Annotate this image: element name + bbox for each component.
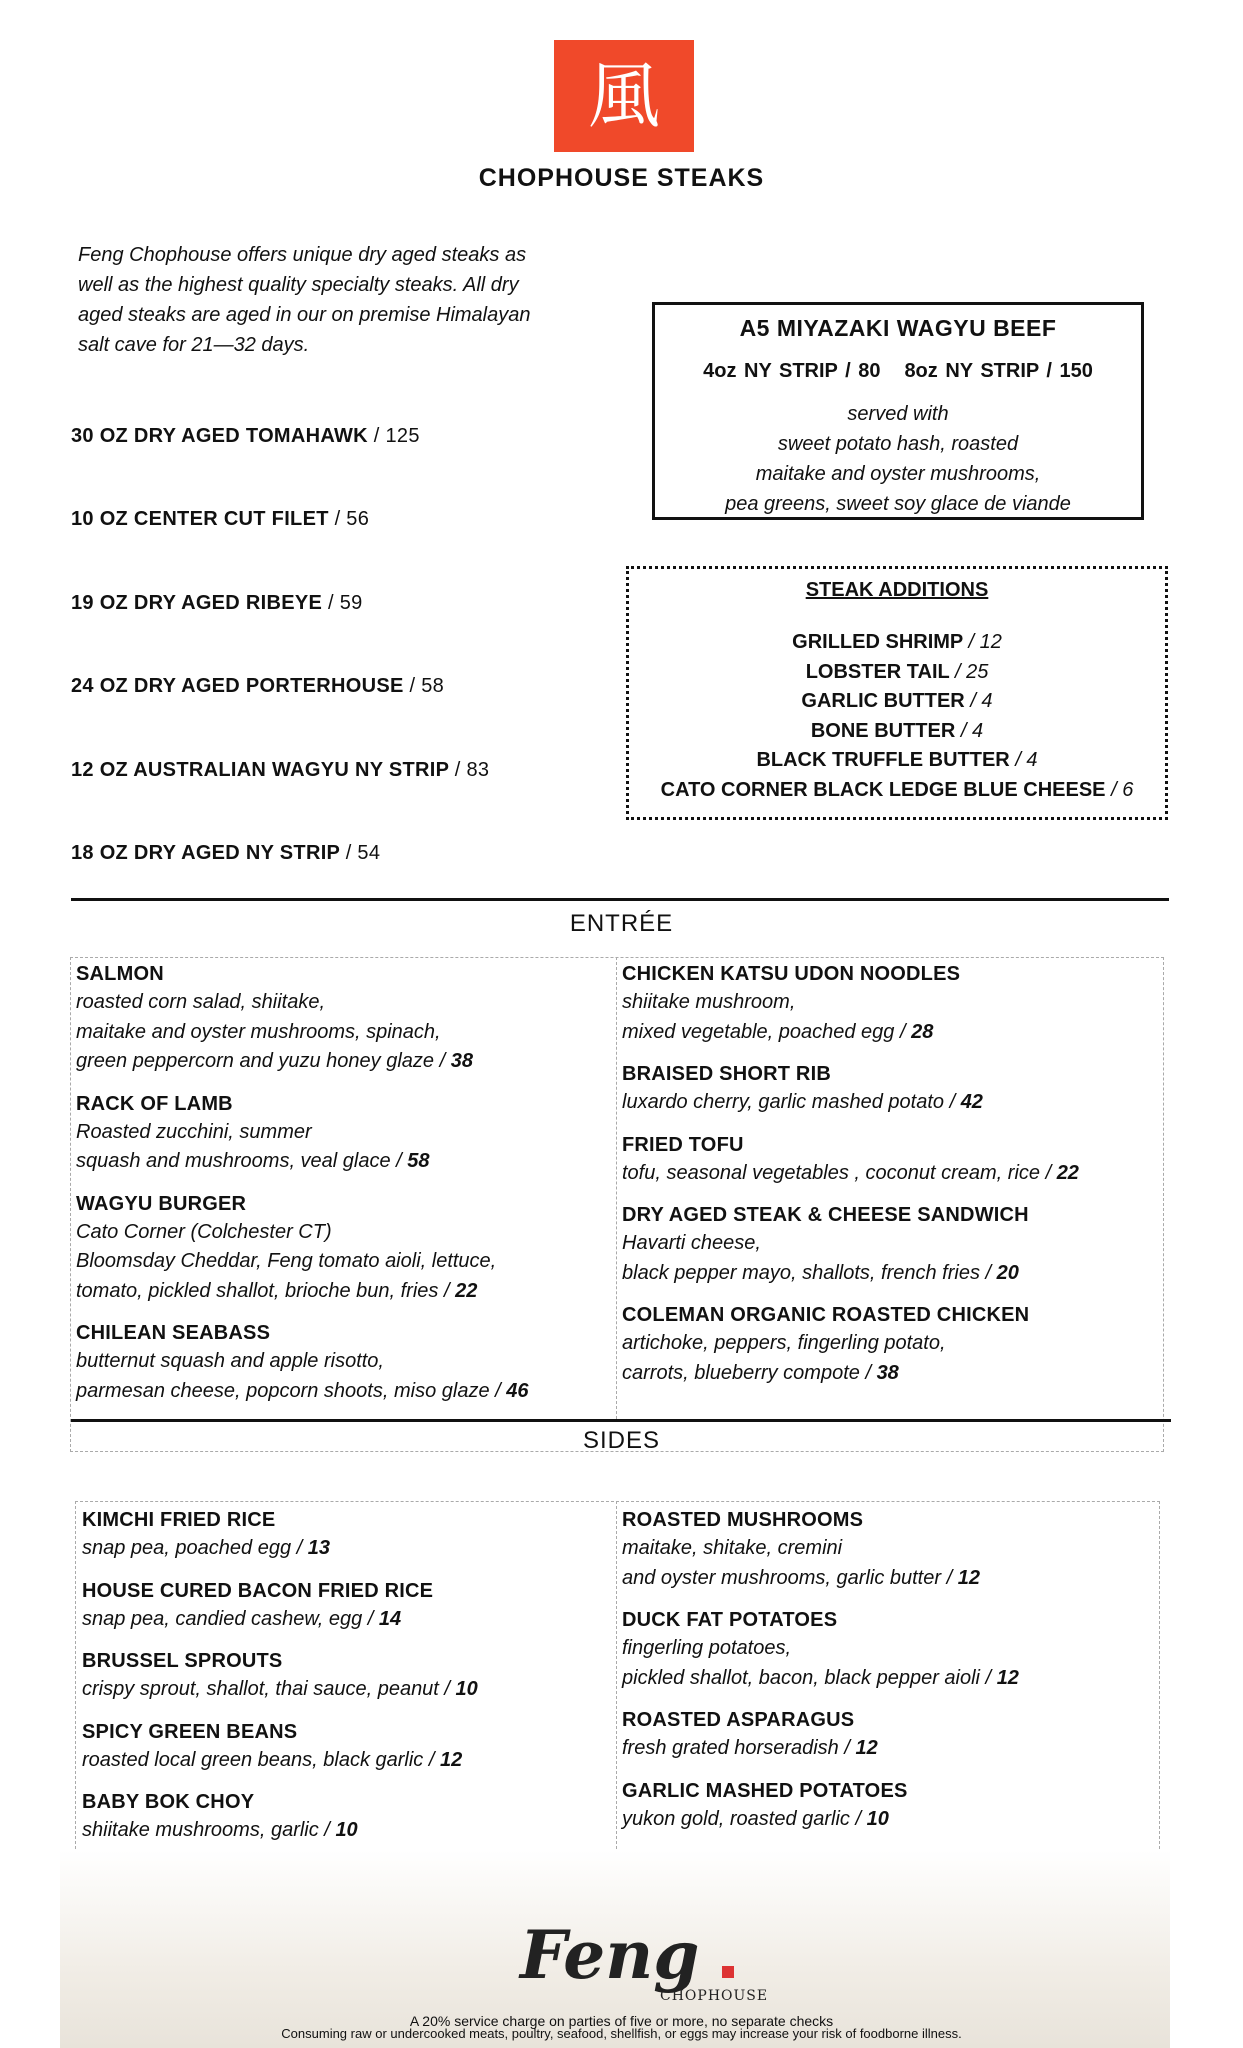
description-line: [82, 1746, 607, 1776]
description-line: [622, 1359, 1162, 1389]
description-text: roasted local green beans, black garlic /: [82, 1748, 435, 1771]
description-line: [622, 988, 1162, 1018]
menu-item: [622, 1706, 1157, 1764]
description-line: [76, 1377, 606, 1407]
steak-price: / 56: [334, 508, 370, 530]
steak-name: 18 OZ DRY AGED NY STRIP: [71, 842, 340, 864]
menu-item-description: [82, 1675, 607, 1705]
description-text: luxardo cherry, garlic mashed potato /: [622, 1091, 956, 1113]
entree-right-column: [622, 960, 1162, 1401]
menu-item-name: GARLIC MASHED POTATOES: [622, 1779, 908, 1802]
addition-name: BLACK TRUFFLE BUTTER: [756, 749, 1010, 771]
menu-item-description: [622, 1229, 1162, 1288]
description-text: carrots, blueberry compote /: [622, 1361, 871, 1384]
sides-column-divider: [616, 1501, 618, 1889]
description-line: [76, 1147, 606, 1177]
footer-brand: Feng: [520, 1916, 700, 1994]
menu-item-description: [76, 1347, 606, 1406]
additions-title: STEAK ADDITIONS: [805, 579, 989, 601]
description-text: maitake and oyster mushrooms, spinach,: [76, 1020, 441, 1043]
menu-item: [622, 960, 1162, 1047]
description-line: [622, 1088, 1162, 1118]
menu-item-name: CHILEAN SEABASS: [76, 1322, 271, 1344]
menu-item-price: 13: [307, 1537, 330, 1559]
red-seal-icon: [722, 1966, 734, 1978]
description-text: tofu, seasonal vegetables , coconut cream, rice /: [622, 1161, 1052, 1184]
additions-list: [629, 628, 1165, 805]
description-text: Bloomsday Cheddar, Feng tomato aioli, lettuce,: [76, 1250, 497, 1272]
menu-item: [622, 1506, 1157, 1593]
menu-item-description: [622, 1805, 1157, 1835]
addition-name: CATO CORNER BLACK LEDGE BLUE CHEESE: [660, 778, 1106, 801]
description-text: yukon gold, roasted garlic /: [622, 1807, 862, 1830]
menu-item-description: [622, 1634, 1157, 1693]
addition-name: GRILLED SHRIMP: [792, 631, 963, 653]
menu-item-price: 10: [866, 1807, 889, 1830]
addition-item: [629, 687, 1165, 717]
steak-name: 12 OZ AUSTRALIAN WAGYU NY STRIP: [71, 759, 449, 781]
description-line: [82, 1816, 607, 1846]
menu-item: [76, 1090, 606, 1177]
description-line: [76, 1047, 606, 1077]
page-title: CHOPHOUSE STEAKS: [478, 164, 765, 192]
menu-item-price: 10: [455, 1678, 478, 1700]
menu-item-price: 38: [876, 1361, 899, 1384]
menu-item: [82, 1506, 607, 1564]
menu-item-name: KIMCHI FRIED RICE: [82, 1509, 276, 1531]
steak-name: 10 OZ CENTER CUT FILET: [71, 508, 329, 530]
footer-brand-sub: CHOPHOUSE: [660, 1988, 769, 2004]
intro-text: Feng Chophouse offers unique dry aged steaks as well as the highest quality specialty steaks. All dry aged steaks are aged in our on premise Himalayan salt cave for 21—32 days.: [78, 244, 531, 356]
description-text: green peppercorn and yuzu honey glaze /: [76, 1050, 446, 1072]
menu-item-price: 22: [455, 1279, 478, 1302]
entree-left-column: [76, 960, 606, 1419]
steak-additions-box: [626, 566, 1168, 820]
description-text: squash and mushrooms, veal glace /: [76, 1150, 402, 1172]
menu-item-price: 12: [439, 1748, 463, 1771]
description-text: pickled shallot, bacon, black pepper aioli /: [622, 1666, 992, 1689]
steak-name: 30 OZ DRY AGED TOMAHAWK: [71, 425, 368, 447]
menu-item: [76, 960, 606, 1077]
description-text: mixed vegetable, poached egg /: [622, 1020, 906, 1043]
description-line: [622, 1229, 1162, 1259]
description-line: [76, 1218, 606, 1248]
menu-item-description: [622, 1088, 1162, 1118]
menu-item-name: BABY BOK CHOY: [82, 1791, 255, 1813]
addition-item: [629, 717, 1165, 747]
entree-heading: ENTRÉE: [569, 910, 674, 937]
description-text: tomato, pickled shallot, brioche bun, fries /: [76, 1279, 450, 1302]
addition-item: [629, 746, 1165, 776]
menu-item: [76, 1319, 606, 1406]
description-line: [622, 1534, 1157, 1564]
wagyu-description: [655, 399, 1141, 519]
addition-price: / 4: [1015, 749, 1038, 771]
description-text: snap pea, poached egg /: [82, 1537, 303, 1559]
steak-price: / 59: [328, 592, 363, 614]
addition-price: / 4: [960, 719, 984, 742]
menu-item-description: [76, 988, 606, 1077]
wagyu-desc-line: maitake and oyster mushrooms,: [755, 463, 1041, 485]
wagyu-desc-line: served with: [847, 403, 949, 425]
menu-item: [622, 1606, 1157, 1693]
description-text: fingerling potatoes,: [622, 1637, 792, 1659]
menu-item-description: [82, 1816, 607, 1846]
wagyu-title: A5 MIYAZAKI WAGYU BEEF: [739, 315, 1057, 341]
addition-name: BONE BUTTER: [810, 719, 956, 742]
divider: [71, 1419, 1171, 1422]
menu-item-description: [622, 1534, 1157, 1593]
menu-item-name: SALMON: [76, 963, 164, 985]
menu-item-description: [82, 1534, 607, 1564]
description-text: maitake, shitake, cremini: [622, 1537, 843, 1559]
menu-item-name: COLEMAN ORGANIC ROASTED CHICKEN: [622, 1304, 1030, 1326]
wagyu-desc-line: sweet potato hash, roasted: [777, 433, 1019, 455]
wagyu-size-4oz: 4oz NY STRIP / 80: [703, 360, 881, 382]
description-line: [622, 1634, 1157, 1664]
menu-item-price: 14: [378, 1607, 402, 1630]
menu-item-name: CHICKEN KATSU UDON NOODLES: [622, 963, 961, 985]
description-line: [76, 1277, 606, 1307]
sides-heading: SIDES: [582, 1427, 661, 1454]
menu-item-price: 10: [335, 1819, 358, 1841]
description-line: [622, 1664, 1157, 1694]
divider: [71, 898, 1169, 901]
description-text: black pepper mayo, shallots, french fries /: [622, 1261, 992, 1284]
menu-item-description: [76, 1118, 606, 1177]
menu-item-description: [622, 1329, 1162, 1388]
sides-left-column: [82, 1506, 607, 1859]
description-line: [76, 988, 606, 1018]
food-safety-note: Consuming raw or undercooked meats, poultry, seafood, shellfish, or eggs may increase your risk of foodborne illness.: [281, 2026, 962, 2041]
menu-item-price: 38: [450, 1050, 473, 1072]
description-text: Havarti cheese,: [622, 1232, 761, 1254]
menu-item-name: WAGYU BURGER: [76, 1192, 247, 1215]
description-line: [82, 1605, 607, 1635]
menu-item-price: 12: [996, 1666, 1019, 1689]
description-text: crispy sprout, shallot, thai sauce, peanut /: [82, 1678, 450, 1700]
menu-item-name: BRAISED SHORT RIB: [622, 1063, 831, 1085]
menu-item-name: RACK OF LAMB: [76, 1092, 233, 1115]
steak-price: / 54: [345, 842, 381, 864]
wagyu-desc-line: pea greens, sweet soy glace de viande: [725, 493, 1071, 515]
menu-item-description: [622, 1159, 1162, 1189]
description-line: [622, 1329, 1162, 1359]
menu-item-price: 46: [506, 1379, 529, 1402]
steak-item: [71, 425, 420, 448]
description-text: Roasted zucchini, summer: [76, 1120, 312, 1143]
description-text: shiitake mushrooms, garlic /: [82, 1819, 330, 1841]
menu-item-price: 22: [1056, 1161, 1079, 1184]
steak-price: / 58: [409, 675, 445, 697]
addition-item: [629, 776, 1165, 806]
description-text: artichoke, peppers, fingerling potato,: [622, 1332, 946, 1354]
addition-price: / 6: [1111, 778, 1134, 801]
description-text: parmesan cheese, popcorn shoots, miso glaze /: [76, 1379, 501, 1402]
addition-name: GARLIC BUTTER: [801, 690, 965, 712]
description-line: [76, 1018, 606, 1048]
steak-name: 24 OZ DRY AGED PORTERHOUSE: [71, 675, 404, 697]
steak-item: [71, 759, 489, 782]
menu-item: [76, 1190, 606, 1307]
entree-column-divider: [616, 957, 618, 1419]
description-line: [622, 1564, 1157, 1594]
service-charge-note: A 20% service charge on parties of five or more, no separate checks: [409, 2013, 834, 2029]
menu-item-description: [82, 1746, 607, 1776]
steak-name: 19 OZ DRY AGED RIBEYE: [71, 592, 323, 614]
description-line: [622, 1259, 1162, 1289]
description-line: [76, 1118, 606, 1148]
steak-item: [71, 842, 380, 865]
steak-item: [71, 508, 369, 531]
menu-item-name: DRY AGED STEAK & CHEESE SANDWICH: [622, 1204, 1029, 1226]
description-text: fresh grated horseradish /: [622, 1737, 850, 1759]
menu-item-price: 12: [855, 1737, 878, 1759]
menu-item: [622, 1201, 1162, 1288]
wagyu-sizes: [655, 360, 1141, 383]
addition-price: / 12: [968, 631, 1002, 653]
description-text: and oyster mushrooms, garlic butter /: [622, 1566, 953, 1589]
menu-item: [622, 1777, 1157, 1835]
menu-item-name: ROASTED ASPARAGUS: [622, 1709, 855, 1731]
menu-item-name: SPICY GREEN BEANS: [82, 1720, 298, 1743]
addition-item: [629, 658, 1165, 688]
description-line: [622, 1734, 1157, 1764]
wagyu-size-8oz: 8oz NY STRIP / 150: [904, 360, 1093, 382]
menu-item-price: 42: [960, 1091, 983, 1113]
description-text: shiitake mushroom,: [622, 991, 796, 1013]
description-text: Cato Corner (Colchester CT): [76, 1220, 332, 1243]
steak-item: [71, 675, 444, 698]
menu-item-name: BRUSSEL SPROUTS: [82, 1650, 283, 1672]
description-line: [76, 1347, 606, 1377]
menu-item: [82, 1718, 607, 1776]
description-line: [622, 1018, 1162, 1048]
steak-price: / 83: [454, 759, 490, 781]
description-text: butternut squash and apple risotto,: [76, 1350, 384, 1372]
addition-price: / 4: [970, 690, 993, 712]
menu-item-price: 28: [911, 1020, 934, 1043]
menu-item: [622, 1060, 1162, 1118]
description-line: [82, 1534, 607, 1564]
menu-item: [622, 1301, 1162, 1388]
logo-glyph: 風: [587, 54, 660, 138]
description-line: [622, 1159, 1162, 1189]
menu-item: [82, 1788, 607, 1846]
steak-item: [71, 592, 363, 615]
logo: [554, 40, 694, 152]
menu-item-description: [76, 1218, 606, 1307]
menu-item-name: DUCK FAT POTATOES: [622, 1609, 838, 1631]
steak-price: / 125: [373, 425, 420, 447]
description-line: [622, 1805, 1157, 1835]
addition-price: / 25: [954, 660, 989, 683]
menu-item-description: [622, 1734, 1157, 1764]
addition-item: [629, 628, 1165, 658]
menu-item-name: FRIED TOFU: [622, 1133, 744, 1156]
description-text: snap pea, candied cashew, egg /: [82, 1607, 374, 1630]
menu-item-price: 20: [996, 1261, 1019, 1284]
menu-item-price: 58: [407, 1150, 430, 1172]
menu-item-name: ROASTED MUSHROOMS: [622, 1509, 864, 1531]
addition-name: LOBSTER TAIL: [805, 660, 950, 683]
description-line: [76, 1247, 606, 1277]
description-text: roasted corn salad, shiitake,: [76, 991, 326, 1013]
menu-item-description: [82, 1605, 607, 1635]
menu-item-price: 12: [957, 1566, 980, 1589]
description-line: [82, 1675, 607, 1705]
menu-item: [82, 1647, 607, 1705]
menu-item-name: HOUSE CURED BACON FRIED RICE: [82, 1579, 434, 1602]
menu-item: [622, 1131, 1162, 1189]
wagyu-box: [652, 302, 1144, 520]
sides-right-column: [622, 1506, 1157, 1847]
menu-item: [82, 1577, 607, 1635]
menu-item-description: [622, 988, 1162, 1047]
